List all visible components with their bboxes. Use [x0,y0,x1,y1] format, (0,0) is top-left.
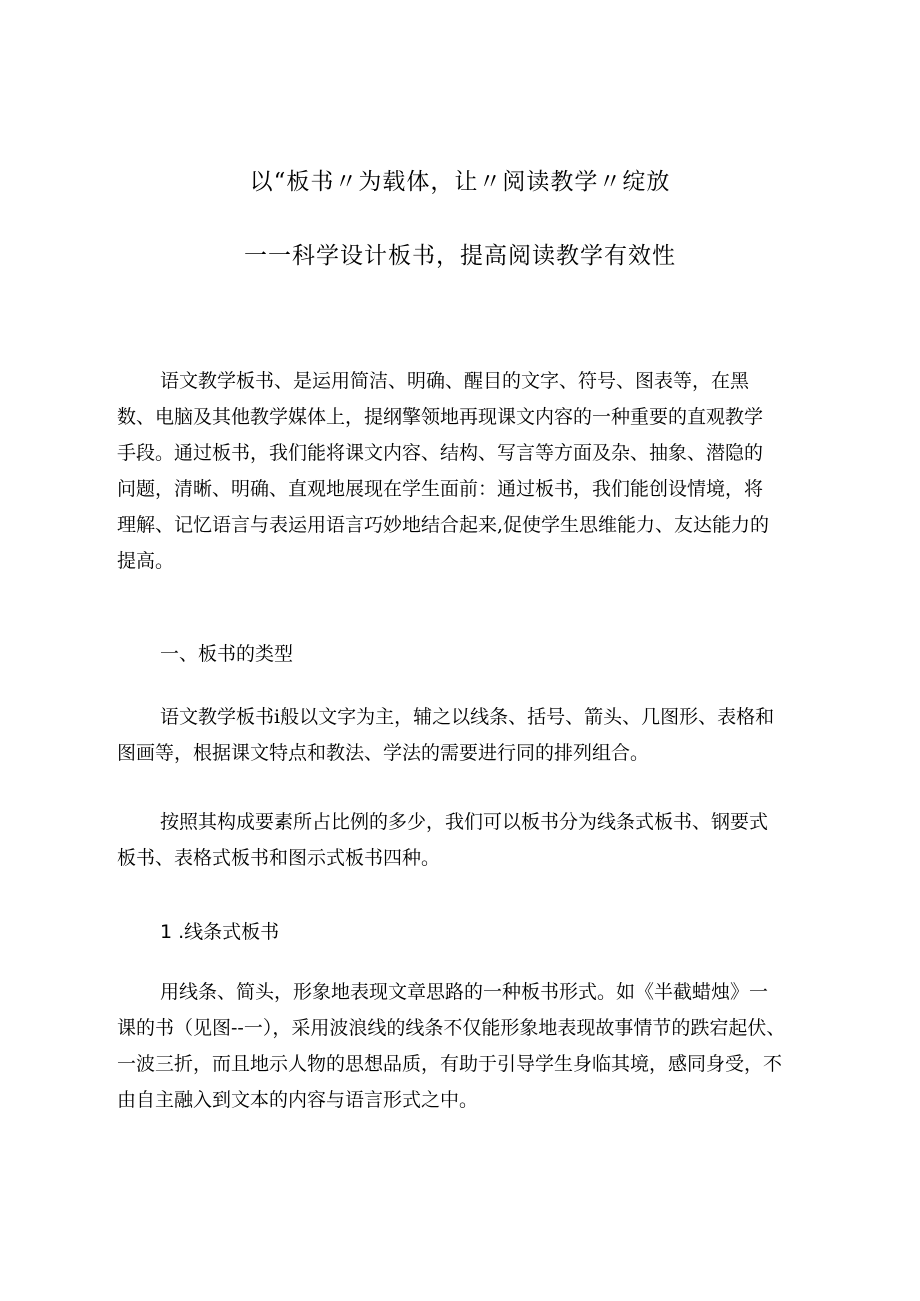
section-heading-text: 一、板书的类型 [160,643,294,665]
paragraph-line: 一波三折，而且地示人物的思想品质，有助于引导学生身临其境，感同身受，不 [117,1053,783,1075]
document-subtitle: 一一科学设计板书，提高阅读教学有效性 [244,243,676,269]
subsection-heading [117,914,807,950]
subsection-heading-text: 1 .线条式板书 [160,921,280,943]
paragraph-line-style [117,974,807,1118]
paragraph-line: 数、电脑及其他教学媒体上，提纲擎领地再现课文内容的一种重要的直观教学 [117,406,764,428]
paragraph-line: 理解、记忆语言与表运用语言巧妙地结合起来,促使学生思维能力、友达能力的 [117,514,770,536]
paragraph-line: 手段。通过板书，我们能将课文内容、结构、写言等方面及杂、抽象、潜隐的 [117,442,764,464]
section-heading [117,636,807,672]
paragraph-line: 按照其构成要素所占比例的多少，我们可以板书分为线条式板书、钢要式 [160,811,769,833]
paragraph-line: 由自主融入到文本的内容与语言形式之中。 [117,1089,479,1111]
paragraph-line: 图画等，根据课文特点和教法、学法的需要进行同的排列组合。 [117,742,650,764]
paragraph-line: 用线条、简头，形象地表现文章思路的一种板书形式。如《半截蜡烛》一 [160,981,769,1003]
paragraph-line: 提高。 [117,550,175,572]
paragraph-line: 问题，清晰、明确、直观地展现在学生面前：通过板书，我们能创设情境，将 [117,478,764,500]
paragraph-line: 板书、表格式板书和图示式板书四种。 [117,847,441,869]
paragraph-line: 语文教学板书i般以文字为主，辅之以线条、括号、箭头、几图形、表格和 [160,706,775,728]
paragraph-types [117,699,807,771]
document-title: 以“板书〃为载体，让〃阅读教学〃绽放 [249,169,671,195]
paragraph-classification [117,804,807,876]
paragraph-line: 语文教学板书、是运用简洁、明确、醒目的文字、符号、图表等，在黑 [160,370,750,392]
paragraph-intro [117,363,807,579]
paragraph-line: 课的书（见图--一），采用波浪线的线条不仅能形象地表现故事情节的跌宕起伏、 [117,1017,786,1039]
